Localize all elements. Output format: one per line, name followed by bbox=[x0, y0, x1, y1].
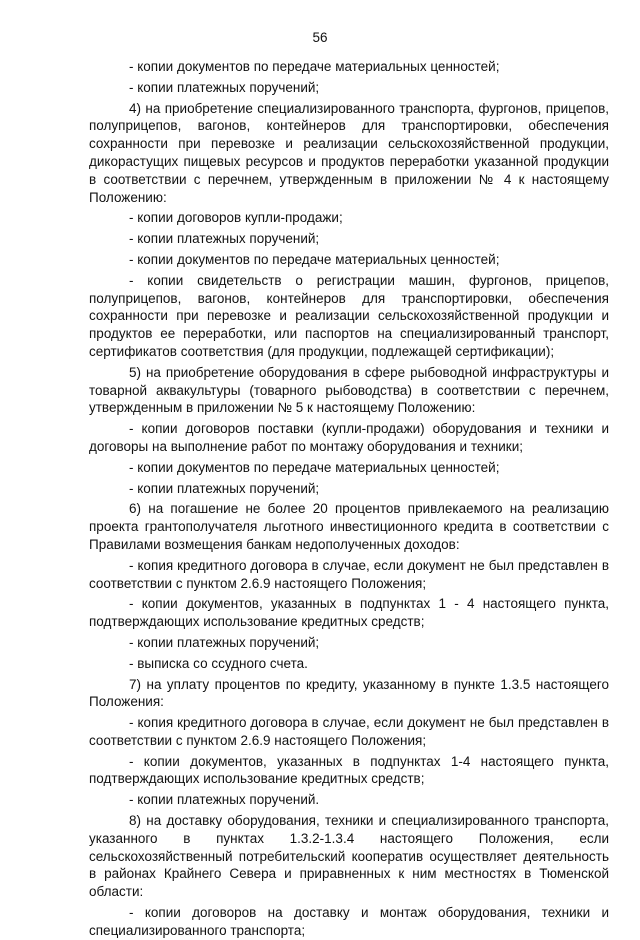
paragraph: - копии документов по передаче материальных ценностей; bbox=[129, 251, 500, 267]
paragraph: - копии договоров поставки (купли-продажи) оборудования и техники и договоры на выполнение работ по монтажу оборудования и техники; bbox=[89, 421, 609, 454]
document-body bbox=[89, 58, 609, 940]
paragraph: 4) на приобретение специализированного транспорта, фургонов, прицепов, полуприцепов, вагонов, контейнеров для транспортировки, обеспечения сохранности при перевозке и реализации сельскохозяйственной продукции, дикорастущих пищевых ресурсов и продуктов переработки указанной продукции в соответствии с перечнем, утвержденным в приложении № 4 к настоящему Положению: bbox=[89, 100, 609, 205]
paragraph: - копии платежных поручений; bbox=[129, 634, 320, 650]
paragraph: - копии платежных поручений; bbox=[129, 79, 320, 95]
paragraph: - копии договоров на доставку и монтаж оборудования, техники и специализированного транспорта; bbox=[89, 905, 609, 938]
paragraph: - копии платежных поручений; bbox=[129, 231, 320, 247]
paragraph: 7) на уплату процентов по кредиту, указанному в пункте 1.3.5 настоящего Положения: bbox=[89, 676, 609, 710]
paragraph: 5) на приобретение оборудования в сфере рыбоводной инфраструктуры и товарной аквакультуры (товарного рыбоводства) в соответствии с перечнем, утвержденным в приложении № 5 к настоящему Положению: bbox=[89, 364, 609, 416]
paragraph: - копии документов, указанных в подпунктах 1 - 4 настоящего пункта, подтверждающих использование кредитных средств; bbox=[89, 596, 609, 630]
paragraph: 8) на доставку оборудования, техники и специализированного транспорта, указанного в пунктах 1.3.2-1.3.4 настоящего Положения, если сельскохозяйственный потребительский кооператив осуществляет деятельность в районах Крайнего Севера и приравненных к ним местностях в Тюменской области: bbox=[89, 813, 609, 900]
paragraph: - выписка со ссудного счета. bbox=[129, 655, 308, 671]
paragraph: - копии платежных поручений; bbox=[129, 480, 320, 496]
paragraph: - копия кредитного договора в случае, если документ не был представлен в соответствии с пунктом 2.6.9 настоящего Положения; bbox=[89, 557, 609, 591]
paragraph: - копии документов по передаче материальных ценностей; bbox=[129, 59, 500, 74]
paragraph: - копия кредитного договора в случае, если документ не был представлен в соответствии с пунктом 2.6.9 настоящего Положения; bbox=[89, 715, 609, 748]
paragraph: - копии платежных поручений. bbox=[129, 792, 320, 808]
page-number: 56 bbox=[312, 30, 328, 45]
paragraph: - копии договоров купли-продажи; bbox=[129, 210, 343, 226]
paragraph: - копии документов по передаче материальных ценностей; bbox=[129, 459, 500, 475]
paragraph: - копии свидетельств о регистрации машин, фургонов, прицепов, полуприцепов, вагонов, контейнеров для транспортировки, обеспечения сохранности при перевозке и реализации сельскохозяйственной продукции и продуктов ее переработки, или паспортов на специализированный транспорт, сертификатов соответствия (для продукции, подлежащей сертификации); bbox=[89, 272, 609, 359]
paragraph: 6) на погашение не более 20 процентов привлекаемого на реализацию проекта грантополучателя льготного инвестиционного кредита в соответствии с Правилами возмещения банкам недополученных доходов: bbox=[89, 501, 609, 552]
paragraph: - копии документов, указанных в подпунктах 1-4 настоящего пункта, подтверждающих использование кредитных средств; bbox=[89, 753, 609, 787]
